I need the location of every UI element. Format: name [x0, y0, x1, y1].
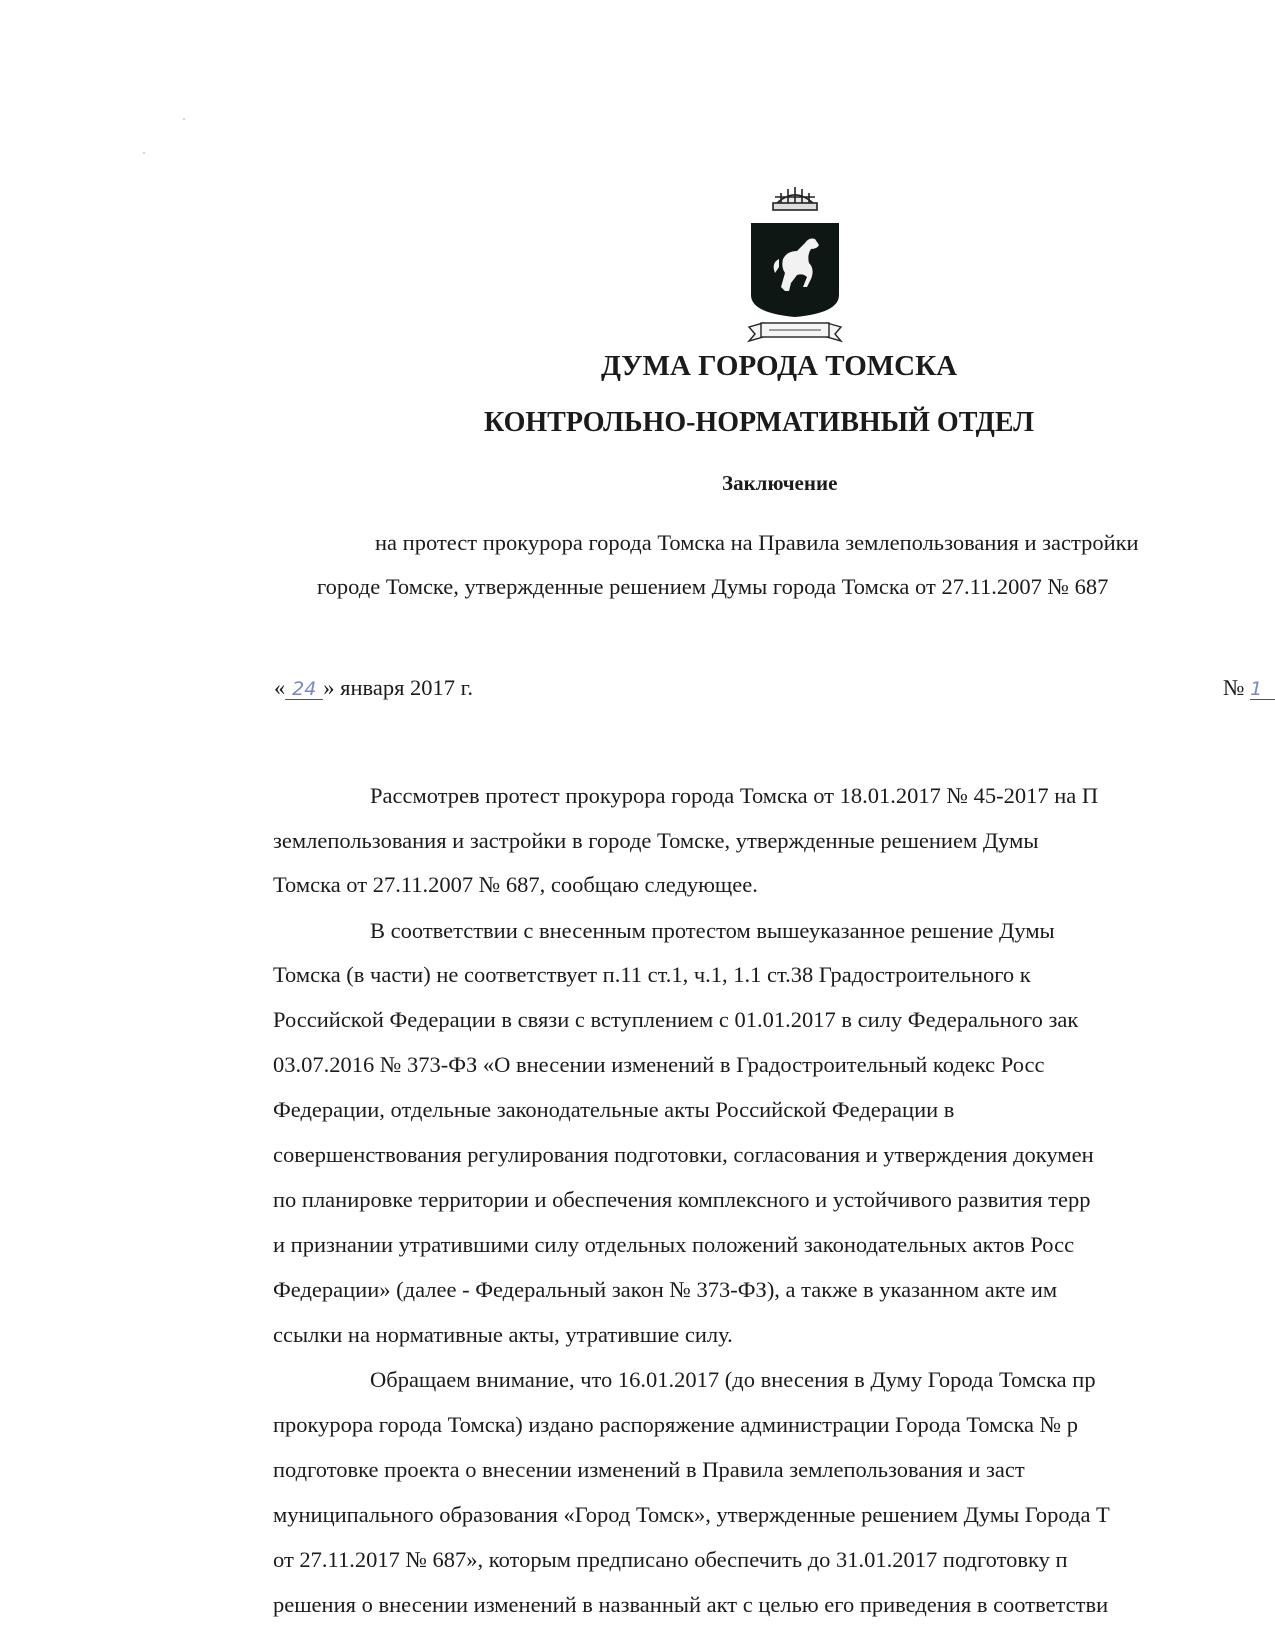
scan-speck — [143, 152, 145, 154]
body-line: Обращаем внимание, что 16.01.2017 (до внесения в Думу Города Томска пр — [370, 1367, 1096, 1392]
document-type-title: Заключение — [722, 471, 838, 495]
body-line: и признании утратившими силу отдельных положений законодательных актов Росс — [273, 1232, 1075, 1257]
body-line: Федерации» (далее - Федеральный закон № 373-ФЗ), а также в указанном акте им — [273, 1277, 1058, 1302]
body-line: совершенствования регулирования подготовки, согласования и утверждения докумен — [273, 1142, 1094, 1167]
body-line: ссылки на нормативные акты, утратившие силу. — [273, 1322, 733, 1347]
handwritten-number: 1 — [1250, 679, 1275, 700]
document-number — [1223, 675, 1275, 701]
body-line: решения о внесении изменений в названный акт с целью его приведения в соответстви — [273, 1592, 1109, 1617]
body-line: муниципального образования «Город Томск», утвержденные решением Думы Города Т — [273, 1502, 1110, 1527]
subject-line-1: на протест прокурора города Томска на Правила землепользования и застройки — [375, 530, 1139, 555]
document-date — [274, 675, 473, 701]
body-line: от 27.11.2017 № 687», которым предписано обеспечить до 31.01.2017 подготовку п — [273, 1547, 1068, 1572]
handwritten-day: 24 — [285, 679, 323, 700]
date-open-quote: « — [274, 675, 286, 700]
scan-speck — [183, 118, 185, 120]
body-line: Федерации, отдельные законодательные акты Российской Федерации в — [273, 1097, 955, 1122]
body-line: землепользования и застройки в городе Томске, утвержденные решением Думы — [273, 828, 1039, 853]
subject-line-2: городе Томске, утвержденные решением Думы города Томска от 27.11.2007 № 687 — [317, 574, 1109, 599]
number-prefix: № — [1223, 675, 1245, 700]
body-line: Российской Федерации в связи с вступлением с 01.01.2017 в силу Федерального зак — [273, 1007, 1079, 1032]
body-line: прокурора города Томска) издано распоряжение администрации Города Томска № р — [273, 1412, 1079, 1437]
body-line: Томска (в части) не соответствует п.11 ст.1, ч.1, 1.1 ст.38 Градостроительного к — [273, 962, 1031, 987]
department-name: КОНТРОЛЬНО-НОРМАТИВНЫЙ ОТДЕЛ — [484, 407, 1035, 438]
body-line: Томска от 27.11.2007 № 687, сообщаю следующее. — [273, 872, 758, 897]
body-line: по планировке территории и обеспечения комплексного и устойчивого развития терр — [273, 1187, 1091, 1212]
coat-of-arms-emblem — [745, 183, 845, 349]
body-line: подготовке проекта о внесении изменений в Правила землепользования и заст — [273, 1457, 1025, 1482]
date-month-year: » января 2017 г. — [323, 675, 473, 700]
organization-name: ДУМА ГОРОДА ТОМСКА — [601, 350, 958, 382]
body-line: Рассмотрев протест прокурора города Томска от 18.01.2017 № 45-2017 на П — [370, 783, 1099, 808]
body-line: 03.07.2016 № 373-ФЗ «О внесении изменений в Градостроительный кодекс Росс — [273, 1052, 1045, 1077]
body-line: В соответствии с внесенным протестом вышеуказанное решение Думы — [370, 918, 1055, 943]
